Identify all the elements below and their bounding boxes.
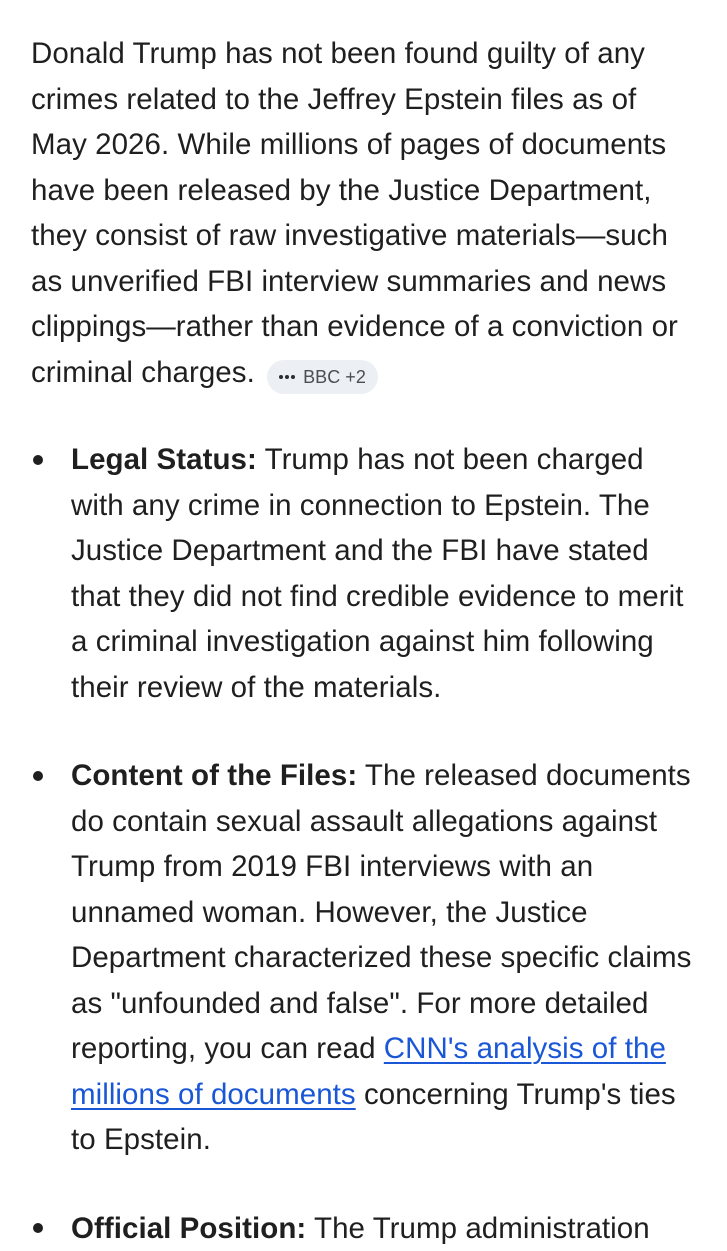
list-item-text: The released documents do contain sexual assault allegations against Trump from 2019 FBI interviews with an unnamed woman. However, the Justice Department characterized these specific claims as "unfounded and false". For more detailed reporting, you can read [71,759,691,1065]
bullet-icon [31,753,45,799]
source-chip-label: BBC +2 [303,360,366,394]
bullet-icon [31,1206,45,1251]
list-item-text: Trump has not been charged with any crime in connection to Epstein. The Justice Department and the FBI have stated that they did not find credible evidence to merit a criminal investigation against him following their review of the materials. [71,443,683,704]
cnn-analysis-link[interactable]: CNN's analysis of the millions of documents [71,1032,666,1111]
bullet-icon [31,437,45,483]
list-item-lead: Content of the Files: [71,759,357,792]
intro-paragraph [31,31,695,395]
list-item-text-after: concerning Trump's ties to Epstein. [71,1078,676,1157]
list-item-text: The Trump administration [306,1212,649,1245]
source-chip[interactable] [267,360,378,394]
list-item-official-position [31,1206,695,1251]
list-item-content-of-files [31,753,695,1163]
bullet-list [31,437,695,1251]
list-item-lead: Official Position: [71,1212,306,1245]
list-item-legal-status [31,437,695,710]
intro-text: Donald Trump has not been found guilty of any crimes related to the Jeffrey Epstein files as of May 2026. While millions of pages of documents have been released by the Justice Department, they consist of raw investigative materials—such as unverified FBI interview summaries and news clippings—rather than evidence of a conviction or criminal charges. [31,37,678,389]
more-dots-icon [279,375,295,379]
list-item-lead: Legal Status: [71,443,257,476]
